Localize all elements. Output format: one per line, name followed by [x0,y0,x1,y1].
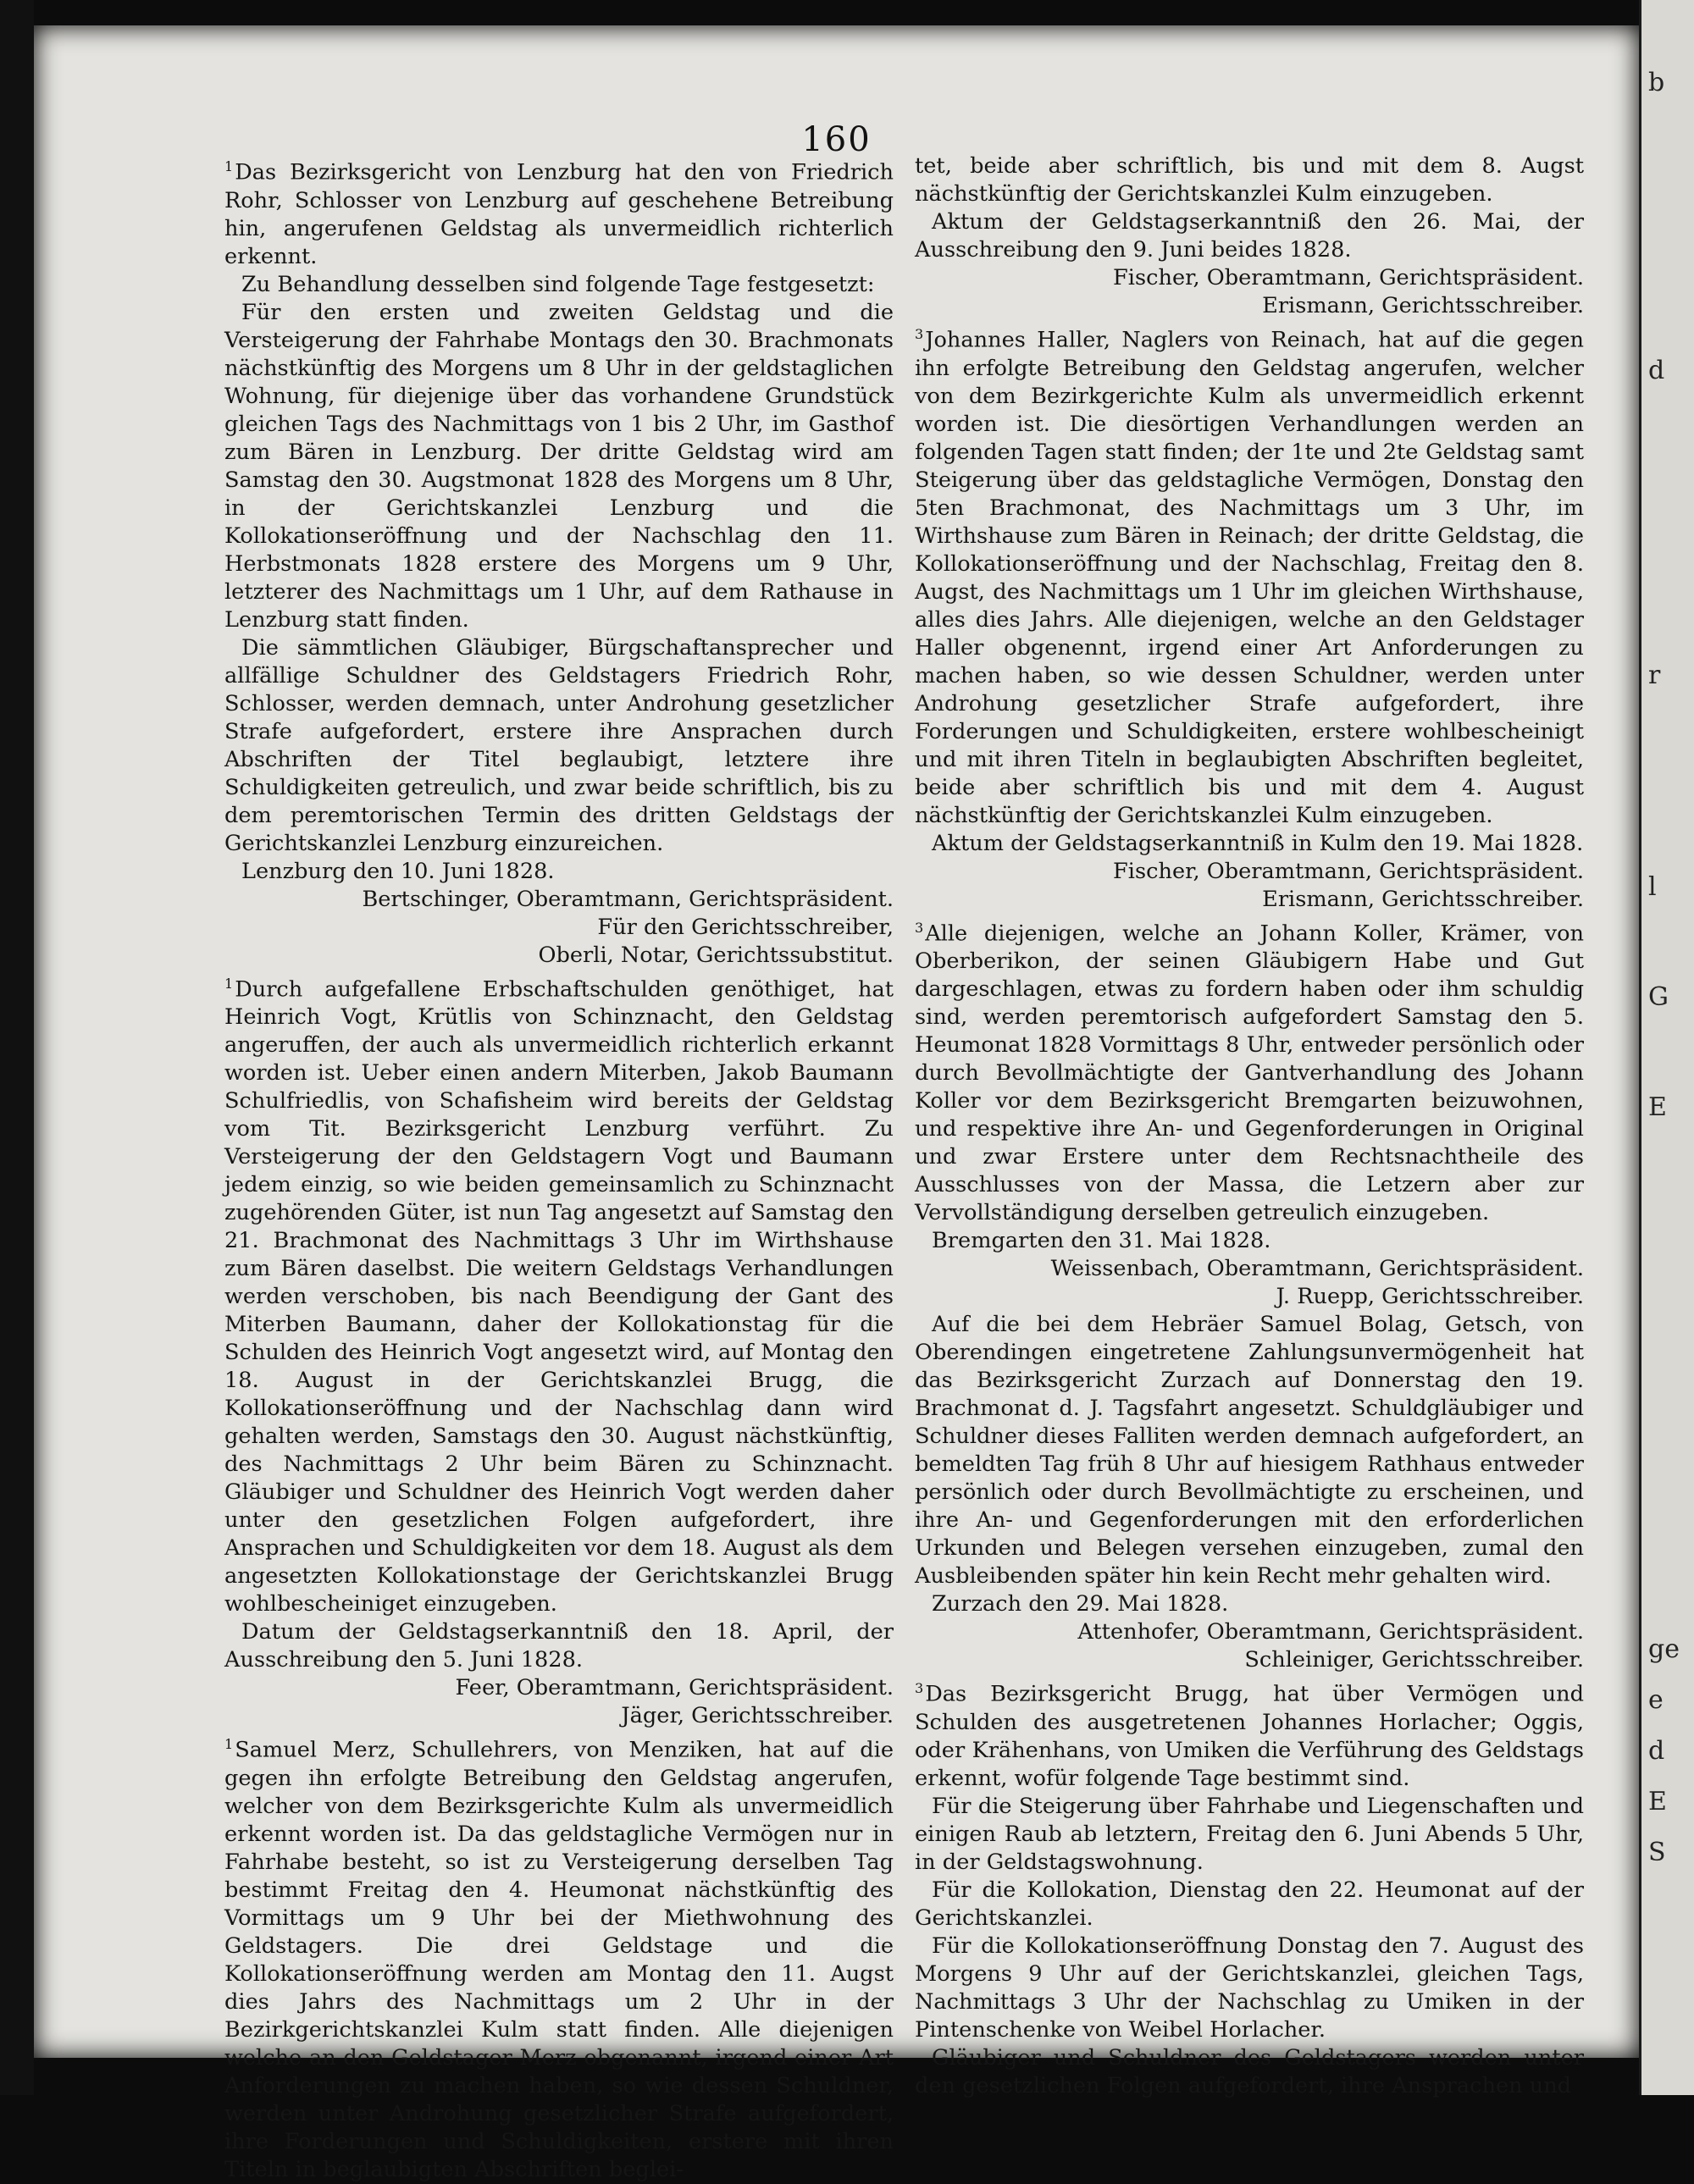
notice-mark: 3 [915,1680,924,1697]
notice-vogt-body: $^1$Durch aufgefallene Erbschaftschulden genöthiget, hat Heinrich Vogt, Krütlis von Schinznacht, den Geldstag angeruffen, der auch als unvermeidlich richterlich erkannt worden ist. Ueber einen andern Miterben, Jakob Baumann Schulfriedlis, von Schafisheim wird bereits der Geldstag vom Tit. Bezirksgericht Lenzburg verführt. Zu Versteigerung der den Geldstagern Vogt und Baumann jedem einzig, so wie beiden gemeinsamlich zu Schinznacht zugehörenden Güter, ist nun Tag angesetzt auf Samstag den 21. Brachmonat des Nachmittags 3 Uhr im Wirthshause zum Bären daselbst. Die weitern Geldstags Verhandlungen werden verschoben, bis nach Beendigung der Gant des Miterben Baumann, daher der Kollokationstag für die Schulden des Heinrich Vogt angesetzt wird, auf Montag den 18. August in der Gerichtskanzlei Brugg, die Kollokationseröffnung und der Nachschlag dann wird gehalten werden, Samstags den 30. August nächstkünftig, des Nachmittags 2 Uhr beim Bären zu Schinznacht. Gläubiger und Schuldner des Heinrich Vogt werden daher unter den gesetzlichen Folgen aufgefordert, ihre Ansprachen und Schuldigkeiten vor dem 18. August als dem angesetzten Kollokationstage der Gerichtskanzlei Brugg wohlbescheiniget einzugeben. [224,975,894,1617]
notice-rohr-signature-1: Bertschinger, Oberamtmann, Gerichtspräsident. [362,886,894,912]
notice-merz-signature-1: Fischer, Oberamtmann, Gerichtspräsident. [1113,265,1584,290]
page-number: 160 [801,120,872,159]
notice-bolag-signature-2: Schleiniger, Gerichtsschreiber. [1244,1647,1584,1673]
notice-bolag-signature-1: Attenhofer, Oberamtmann, Gerichtspräsident. [1077,1619,1584,1645]
edge-fragment: b [1648,68,1665,97]
edge-fragment: E [1648,1092,1667,1122]
edge-fragment: E [1648,1787,1667,1816]
left-column [224,152,894,2184]
notice-mark: 3 [915,326,924,342]
notice-haller-aktum: Aktum der Geldstagserkanntniß in Kulm den 19. Mai 1828. [932,830,1584,856]
notice-rohr-schedule: Für den ersten und zweiten Geldstag und die Versteigerung der Fahrhabe Montags den 30. Brachmonats nächstkünftig des Morgens um 8 Uhr in der geldstaglichen Wohnung, für diejenige über das vorhandene Grundstück gleichen Tags des Nachmittags von 1 bis 2 Uhr, im Gasthof zum Bären in Lenzburg. Der dritte Geldstag wird am Samstag den 30. Augstmonat 1828 des Morgens um 8 Uhr, in der Gerichtskanzlei Lenzburg und die Kollokationseröffnung und der Nachschlag den 11. Herbstmonats 1828 erstere des Morgens um 9 Uhr, letzterer des Nachmittags um 1 Uhr, auf dem Rathause in Lenzburg statt finden. [224,299,894,633]
notice-haller-body: $^3$Johannes Haller, Naglers von Reinach, hat auf die gegen ihn erfolgte Betreibung den Geldstag angerufen, welcher von dem Bezirkgerichte Kulm als unvermeidlich erkennt worden ist. Die diesörtigen Verhandlungen werden an folgenden Tagen statt finden; der 1te und 2te Geldstag samt Steigerung über das geldstagliche Vermögen, Donstag den 5ten Brachmonat, des Nachmittags um 3 Uhr, im Wirthshause zum Bären in Reinach; der dritte Geldstag, die Kollokationseröffnung und der Nachschlag, Freitag den 8. Augst, des Nachmittags um 1 Uhr im gleichen Wirthshause, alles dies Jahrs. Alle diejenigen, welche an den Geldstager Haller obgenennt, irgend einer Art Anforderungen zu machen haben, so wie dessen Schuldner, werden unter Androhung gesetzlicher Strafe aufgefordert, ihre Forderungen und Schuldigkeiten, erstere wohlbescheinigt und mit ihren Titeln in beglaubigten Abschriften begleitet, beide aber schriftlich bis und mit dem 4. August nächstkünftig der Gerichtskanzlei Kulm einzugeben. [915,326,1584,828]
notice-merz-aktum: Aktum der Geldstagserkanntniß den 26. Mai, der Ausschreibung den 9. Juni beides 1828. [915,209,1584,263]
edge-fragment: e [1648,1685,1664,1715]
notice-koller-signature-1: Weissenbach, Oberamtmann, Gerichtspräsident. [1050,1256,1584,1282]
notice-bolag-date: Zurzach den 29. Mai 1828. [932,1591,1229,1617]
notice-horlacher-creditors: Gläubiger und Schuldner des Geldstagers werden unter den gesetzlichen Folgen aufgefordert, ihre Ansprachen und [915,2044,1584,2098]
scan-border-left [0,0,34,2095]
edge-fragment: G [1648,982,1669,1012]
notice-haller-signature-2: Erismann, Gerichtsschreiber. [1262,886,1584,912]
notice-rohr-date: Lenzburg den 10. Juni 1828. [241,858,555,884]
notice-mark: 1 [224,975,234,992]
notice-rohr-creditors: Die sämmtlichen Gläubiger, Bürgschaftansprecher und allfällige Schuldner des Geldstagers Friedrich Rohr, Schlosser, werden demnach, unter Androhung gesetzlicher Strafe aufgefordert, erstere ihre Ansprachen durch Abschriften der Titel beglaubigt, letztere ihre Schuldigkeiten getreulich, und zwar beide schriftlich, bis zu dem peremtorischen Termin des dritten Geldstags der Gerichtskanzlei Lenzburg einzureichen. [224,634,894,856]
notice-koller-body: $^3$Alle diejenigen, welche an Johann Koller, Krämer, von Oberberikon, der seinen Gläubigern Habe und Gut dargeschlagen, etwas zu fordern haben oder ihm schuldig sind, werden peremtorisch aufgefordert Samstag den 5. Heumonat 1828 Vormittags 8 Uhr, entweder persönlich oder durch Bevollmächtigte der Gantverhandlung des Johann Koller vor dem Bezirksgericht Bremgarten beizuwohnen, und respektive ihre An- und Gegenforderungen in Original und zwar Erstere unter dem Rechtsnachtheile des Ausschlusses von der Massa, die Letzern aber zur Vervollständigung derselben getreulich einzugeben. [915,919,1584,1226]
notice-merz-body: $^1$Samuel Merz, Schullehrers, von Menziken, hat auf die gegen ihn erfolgte Betreibung den Geldstag angerufen, welcher von dem Bezirksgerichte Kulm als unvermeidlich erkennt worden ist. Da das geldstagliche Vermögen nur in Fahrhabe besteht, so ist zu Versteigerung derselben Tag bestimmt Freitag den 4. Heumonat nächstkünftig des Vormittags um 9 Uhr bei der Miethwohnung des Geldstagers. Die drei Geldstage und die Kollokationseröffnung werden am Montag den 11. Augst dies Jahrs des Nachmittags um 2 Uhr in der Bezirkgerichtskanzlei Kulm statt finden. Alle diejenigen welche an den Geldstager Merz obgenannt, irgend einer Art Anforderungen zu machen haben, so wie dessen Schuldner, werden unter Androhung gesetzlicher Strafe aufgefordert, ihre Forderungen und Schuldigkeiten, erstere mit ihren Titeln in beglaubigten Abschriften beglei- [224,1736,894,2182]
notice-koller-date: Bremgarten den 31. Mai 1828. [932,1228,1271,1254]
notice-merz-signature-2: Erismann, Gerichtsschreiber. [1262,293,1584,318]
adjacent-page-edge [1639,0,1694,2095]
edge-fragment: S [1648,1838,1666,1867]
notice-mark: 1 [224,1736,234,1753]
notice-rohr-signature-2: Für den Gerichtsschreiber, [597,914,894,940]
newspaper-page [34,25,1639,2182]
edge-fragment: ge [1648,1634,1680,1664]
notice-koller-signature-2: J. Ruepp, Gerichtsschreiber. [1276,1284,1584,1310]
notice-mark: 1 [224,158,234,174]
notice-vogt-signature-1: Feer, Oberamtmann, Gerichtspräsident. [455,1675,894,1701]
edge-fragment: l [1648,872,1657,902]
notice-horlacher-body: $^3$Das Bezirksgericht Brugg, hat über Vermögen und Schulden des ausgetretenen Johannes Horlacher; Oggis, oder Krähenhans, von Umiken die Verführung des Geldstags erkennt, wofür folgende Tage bestimmt sind. [915,1680,1584,1791]
notice-rohr-intro: $^1$Das Bezirksgericht von Lenzburg hat den von Friedrich Rohr, Schlosser von Lenzburg auf geschehene Betreibung hin, angerufenen Geldstag als unvermeidlich richterlich erkennt. [224,158,894,269]
edge-fragment: d [1648,1736,1665,1766]
notice-horlacher-steigerung: Für die Steigerung über Fahrhabe und Liegenschaften und einigen Raub ab letztern, Freitag den 6. Juni Abends 5 Uhr, in der Geldstagswohnung. [915,1793,1584,1875]
notice-horlacher-kollokation: Für die Kollokation, Dienstag den 22. Heumonat auf der Gerichtskanzlei. [915,1877,1584,1931]
right-column [915,152,1584,2100]
notice-haller-signature-1: Fischer, Oberamtmann, Gerichtspräsident. [1113,858,1584,884]
notice-horlacher-eroeffnung: Für die Kollokationseröffnung Donstag den 7. August des Morgens 9 Uhr auf der Gerichtskanzlei, gleichen Tags, Nachmittags 3 Uhr der Nachschlag zu Umiken in der Pintenschenke von Weibel Horlacher. [915,1932,1584,2043]
notice-merz-continued: tet, beide aber schriftlich, bis und mit dem 8. Augst nächstkünftig der Gerichtskanzlei Kulm einzugeben. [915,153,1584,207]
notice-rohr-signature-3: Oberli, Notar, Gerichtssubstitut. [538,942,894,968]
notice-vogt-datum: Datum der Geldstagserkanntniß den 18. April, der Ausschreibung den 5. Juni 1828. [224,1619,894,1673]
notice-bolag-body: Auf die bei dem Hebräer Samuel Bolag, Getsch, von Oberendingen eingetretene Zahlungsunvermögenheit hat das Bezirksgericht Zurzach auf Donnerstag den 19. Brachmonat d. J. Tagsfahrt angesetzt. Schuldgläubiger und Schuldner dieses Falliten werden demnach aufgefordert, an bemeldten Tag früh 8 Uhr auf hiesigem Rathhaus entweder persönlich oder durch Bevollmächtigte zu erscheinen, und ihre An- und Gegenforderungen mit den erforderlichen Urkunden und Belegen versehen einzugeben, zumal den Ausbleibenden später hin kein Recht mehr gehalten wird. [915,1312,1584,1590]
notice-vogt-signature-2: Jäger, Gerichtsschreiber. [621,1703,894,1729]
notice-mark: 3 [915,919,924,936]
edge-fragment: d [1648,356,1665,385]
notice-rohr-days-heading: Zu Behandlung desselben sind folgende Tage festgesetzt: [241,271,875,297]
edge-fragment: r [1648,661,1661,690]
